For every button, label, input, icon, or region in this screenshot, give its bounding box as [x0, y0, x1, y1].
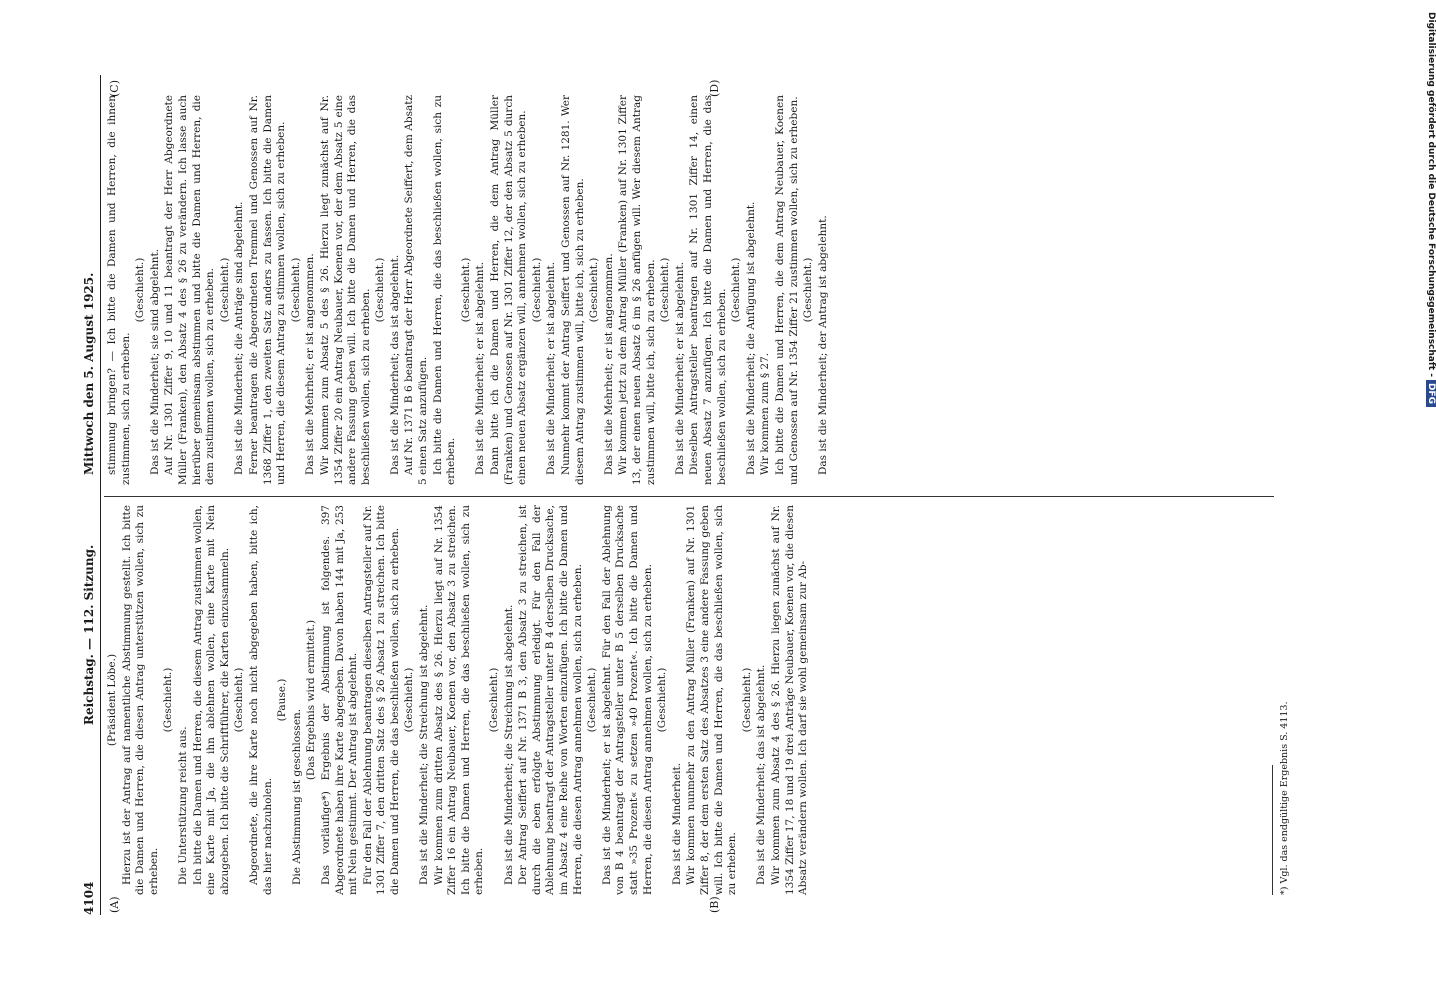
paragraph: Abgeordnete, die ihre Karte noch nicht abgegeben haben, bitte ich, das hier nachzuholen. — [247, 505, 274, 895]
paragraph: (Geschieht.) — [162, 667, 175, 733]
paragraph: Das ist die Minderheit; die Streichung ist abgelehnt. — [502, 604, 515, 885]
paragraph: Für den Fall der Ablehnung beantragen dieselben Antragsteller auf Nr. 1301 Ziffer 7, den dritten Satz des § 26 Absatz 1 zu streichen. Ich bitte die Damen und Herren, die das beschließen wollen, sich zu erheben. — [361, 505, 401, 895]
digitization-credit — [1426, 12, 1436, 407]
paragraph: Das ist die Mehrheit; er ist angenommen. — [304, 253, 317, 475]
paragraph: Das ist die Minderheit; die Anfügung ist abgelehnt. — [744, 201, 757, 475]
paragraph: (Geschieht.) — [374, 257, 387, 323]
paragraph: (Geschieht.) — [218, 257, 231, 323]
margin-marker-a: (A) — [108, 896, 121, 913]
margin-marker-d: (D) — [708, 79, 721, 97]
paragraph: Das ist die Minderheit; er ist abgelehnt. Für den Fall der Ablehnung von B 4 beantragt der Antragsteller unter B 5 derselben Drucksache statt »35 Prozent« zu setzen »40 Prozent«. Ich bitte die Damen und Herren, die diesen Antrag annehmen wollen, sich zu erheben. — [600, 505, 654, 895]
paragraph: (Geschieht.) — [740, 667, 753, 733]
right-column — [106, 95, 1266, 485]
paragraph: (Geschieht.) — [134, 257, 147, 323]
paragraph: Wir kommen zum Absatz 5 des § 26. Hierzu liegt zunächst auf Nr. 1354 Ziffer 20 ein Antrag Neubauer, Koenen vor, der dem Absatz 5 eine andere Fassung geben will. Ich bitte die Damen und Herren, die das beschließen wollen, sich zu erheben. — [318, 95, 372, 485]
paragraph: (Geschieht.) — [403, 667, 416, 733]
paragraph: (Geschieht.) — [586, 667, 599, 733]
paragraph: Die Abstimmung ist geschlossen. — [290, 708, 303, 885]
paragraph: Das ist die Minderheit. — [670, 762, 683, 885]
footnote: *) Vgl. das endgültige Ergebnis S. 4113. — [1279, 701, 1290, 895]
paragraph: (Geschieht.) — [588, 257, 601, 323]
paragraph: Ich bitte die Damen und Herren, die diesem Antrag zustimmen wollen, eine Karte mit Ja, die ihn ablehnen wollen, eine Karte mit Nein abzugeben. Ich bitte die Schriftführer, die Karten einzusammeln. — [191, 505, 231, 895]
paragraph: Das ist die Minderheit; er ist abgelehnt. — [474, 261, 487, 475]
page-number: 4104 — [82, 881, 96, 915]
paragraph: Wir kommen nunmehr zu den Antrag Müller (Franken) auf Nr. 1301 Ziffer 8, der dem ersten Satz des Absatzes 3 eine andere Fassung geben will. Ich bitte die Damen und Herren, die das beschließen wollen, sich zu erheben. — [685, 505, 739, 895]
paragraph: Das ist die Mehrheit; er ist angenommen. — [602, 253, 615, 475]
paragraph: Dieselben Antragsteller beantragen auf Nr. 1301 Ziffer 14, einen neuen Absatz 7 anzufügen. Ich bitte die Damen und Herren, die das beschließen wollen, sich zu erheben. — [688, 95, 728, 485]
paragraph: Das ist die Minderheit; die Streichung ist abgelehnt. — [418, 604, 431, 885]
paragraph: Wir kommen jetzt zu dem Antrag Müller (Franken) auf Nr. 1301 Ziffer 13, der einen neuen Absatz 6 im § 26 anfügen will. Wer diesem Antrag zustimmen will, bitte ich, sich zu erheben. — [617, 95, 657, 485]
paragraph: (Geschieht.) — [530, 257, 543, 323]
paragraph: (Pause.) — [276, 678, 289, 722]
page-header — [80, 75, 101, 915]
footnote-rule — [1272, 765, 1273, 895]
paragraph: Wir kommen zum dritten Absatz des § 26. Hierzu liegt auf Nr. 1354 Ziffer 16 ein Antrag Neubauer, Koenen vor, den Absatz 3 zu streichen. Ich bitte die Damen und Herren, die das beschließen wollen, sich zu erheben. — [432, 505, 486, 895]
paragraph: Das ist die Minderheit; das ist abgelehnt. — [388, 254, 401, 475]
paragraph: Nunmehr kommt der Antrag Seiffert und Genossen auf Nr. 1281. Wer diesem Antrag zustimmen will, bitte ich, sich zu erheben. — [560, 95, 586, 485]
paragraph: Auf Nr. 1371 B 6 beantragt der Herr Abgeordnete Seiffert, dem Absatz 5 einen Satz anzufügen. — [403, 95, 430, 485]
dfg-logo: DFG — [1426, 380, 1436, 407]
paragraph: Ich bitte die Damen und Herren, die dem Antrag Neubauer, Koenen und Genossen auf Nr. 1354 Ziffer 21 zustimmen wollen, sich zu erheben. — [773, 95, 800, 485]
left-column — [106, 505, 1266, 895]
credit-text: Digitalisierung gefördert durch die Deutsche Forschungsgemeinschaft - — [1426, 12, 1436, 377]
paragraph: Das ist die Minderheit; die Anträge sind abgelehnt. — [233, 201, 246, 475]
paragraph: (Geschieht.) — [233, 667, 246, 733]
paragraph: Das ist die Minderheit; er ist abgelehnt. — [545, 261, 558, 475]
paragraph: Das ist die Minderheit; der Antrag ist abgelehnt. — [816, 215, 829, 475]
margin-marker-c: (C) — [108, 80, 121, 97]
paragraph: (Geschieht.) — [488, 667, 501, 733]
paragraph: Das vorläufige*) Ergebnis der Abstimmung ist folgendes. 397 Abgeordnete haben ihre Karte abgegeben. Davon haben 144 mit Ja, 253 mit Nein gestimmt. Der Antrag ist abgelehnt. — [319, 505, 360, 895]
paragraph: Das ist die Minderheit; er ist abgelehnt. — [673, 261, 686, 475]
header-left-title: Reichstag. — 112. Sitzung. — [82, 544, 96, 725]
paragraph: Ich bitte die Damen und Herren, die das beschließen wollen, sich zu erheben. — [431, 95, 458, 485]
paragraph: Hierzu ist der Antrag auf namentliche Abstimmung gestellt. Ich bitte die Damen und Herren, die diesen Antrag unterstützen wollen, sich zu erheben. — [120, 505, 160, 895]
rotated-page — [80, 75, 1320, 915]
paragraph: (Geschieht.) — [656, 667, 669, 733]
paragraph: (Geschieht.) — [730, 257, 743, 323]
paragraph: (Geschieht.) — [289, 257, 302, 323]
column-divider — [104, 496, 1274, 497]
paragraph: Das ist die Minderheit; sie sind abgelehnt. — [148, 248, 161, 475]
paragraph: Die Unterstützung reicht aus. — [176, 726, 189, 885]
paragraph: (Das Ergebnis wird ermittelt.) — [305, 619, 318, 781]
paragraph: Ferner beantragen die Abgeordneten Tremmel und Genossen auf Nr. 1368 Ziffer 1, den zweiten Satz anders zu fassen. Ich bitte die Damen und Herren, die diesem Antrag zu stimmen wollen, sich zu erheben. — [247, 95, 288, 485]
paragraph: (Geschieht.) — [802, 257, 815, 323]
paragraph: Dann bitte ich die Damen und Herren, die dem Antrag Müller (Franken) und Genossen auf Nr. 1301 Ziffer 12, der den Absatz 5 durch einen neuen Absatz ergänzen will, annehmen wollen, sich zu erheben. — [489, 95, 529, 485]
paragraph: Wir kommen zum § 27. — [759, 352, 772, 475]
paragraph: (Geschieht.) — [659, 257, 672, 323]
paragraph: Wir kommen zum Absatz 4 des § 26. Hierzu liegen zunächst auf Nr. 1354 Ziffer 17, 18 und 19 drei Anträge Neubauer, Koenen vor, die diesen Absatz verändern wollen. Ich darf sie wohl gemeinsam zur Ab- — [769, 505, 810, 895]
margin-marker-b: (B) — [708, 896, 721, 913]
header-right-title: Mittwoch den 5. August 1925. — [82, 272, 96, 475]
paragraph: Auf Nr. 1301 Ziffer 9, 10 und 11 beantragt der Herr Abgeordnete Müller (Franken), den Absatz 4 des § 26 zu verändern. Ich lasse auch hierüber gemeinsam abstimmen und bitte die Damen und Herren, die dem zustimmen wollen, sich zu erheben. — [163, 95, 217, 485]
paragraph: stimmung bringen? — Ich bitte die Damen und Herren, die ihnen zustimmen, sich zu erheben. — [106, 95, 132, 485]
paragraph: Das ist die Minderheit; das ist abgelehnt. — [755, 664, 768, 885]
paragraph: (Präsident Löbe.) — [106, 653, 118, 747]
paragraph: Der Antrag Seiffert auf Nr. 1371 B 3, den Absatz 3 zu streichen, ist durch die eben erfolgte Abstimmung erledigt. Für den Fall der Ablehnung beantragt der Antragsteller unter B 4 derselben Drucksache, im Absatz 4 eine Reihe von Worten einzufügen. Ich bitte die Damen und Herren, die diesen Antrag annehmen wollen, sich zu erheben. — [517, 505, 584, 895]
paragraph: (Geschieht.) — [459, 257, 472, 323]
